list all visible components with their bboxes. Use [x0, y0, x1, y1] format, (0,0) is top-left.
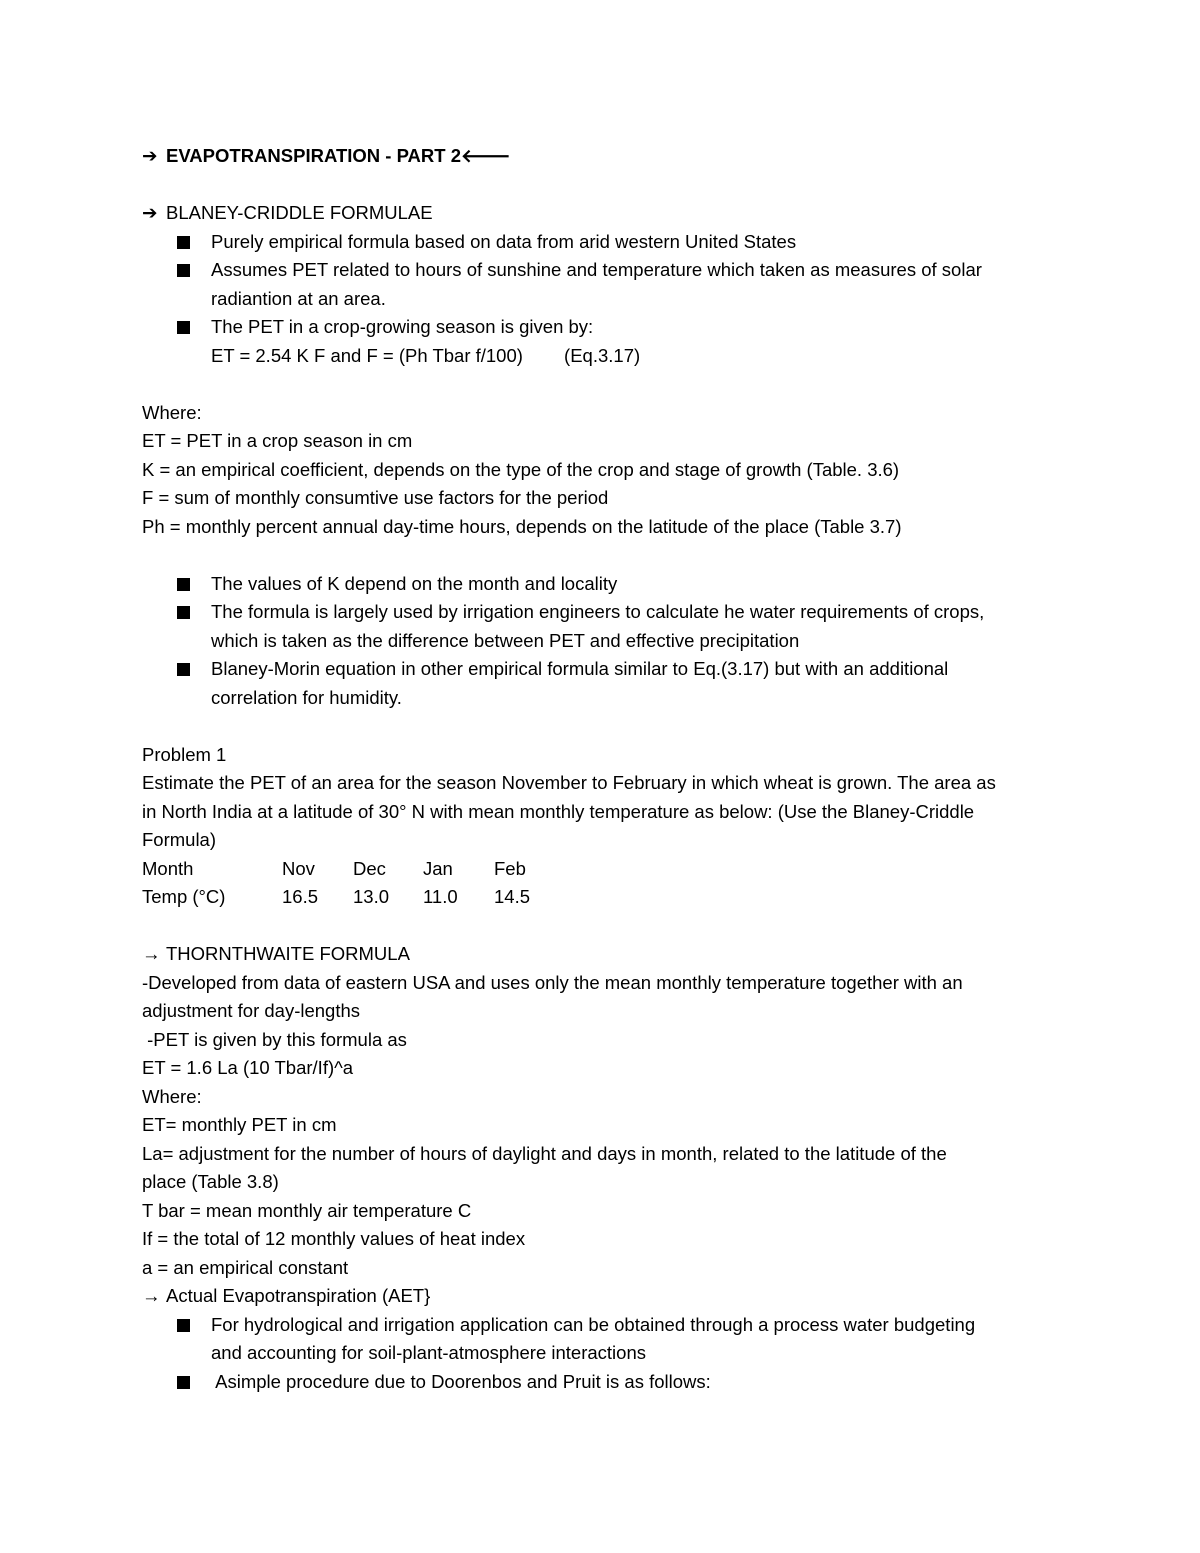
- square-bullet-icon: [177, 663, 190, 676]
- blaney-equation: ET = 2.54 K F and F = (Ph Tbar f/100) (Eq.3.17): [211, 344, 641, 366]
- bullet-continuation: correlation for humidity.: [211, 686, 402, 708]
- bullet-item: [142, 1368, 1062, 1397]
- bullet-text: Blaney-Morin equation in other empirical formula similar to Eq.(3.17) but with an additional: [211, 658, 949, 679]
- bullet-item: [142, 313, 1062, 342]
- spacer: [142, 171, 1062, 200]
- arrow-left-icon: 🡐: [461, 145, 511, 166]
- spacer: [142, 912, 1062, 941]
- problem-text: Formula): [142, 829, 217, 850]
- table-cell: Month: [142, 857, 194, 879]
- blaney-heading: [142, 199, 1062, 228]
- definition-la-continuation: place (Table 3.8): [142, 1171, 279, 1192]
- square-bullet-icon: [177, 264, 190, 277]
- where-label: Where:: [142, 1085, 202, 1107]
- bullet-text: The values of K depend on the month and locality: [211, 572, 618, 594]
- document-title: [142, 142, 1062, 171]
- where-label: Where:: [142, 401, 202, 423]
- bullet-continuation: radiantion at an area.: [211, 287, 386, 309]
- spacer: [142, 370, 1062, 399]
- bullet-item: [142, 598, 1062, 627]
- problem-title: Problem 1: [142, 743, 227, 765]
- thornthwaite-heading-text: THORNTHWAITE FORMULA: [166, 943, 410, 964]
- bullet-item: [142, 256, 1062, 285]
- spacer: [142, 712, 1062, 741]
- definition-a: a = an empirical constant: [142, 1256, 349, 1278]
- bullet-text: Asimple procedure due to Doorenbos and Pruit is as follows:: [211, 1370, 711, 1392]
- definition-ph: Ph = monthly percent annual day-time hours, depends on the latitude of the place (Table 3.7): [142, 515, 902, 537]
- arrow-right-icon: →: [142, 943, 161, 964]
- blaney-heading-text: BLANEY-CRIDDLE FORMULAE: [166, 202, 433, 223]
- problem-text: in North India at a latitude of 30° N with mean monthly temperature as below: (Use the Blaney-Criddle: [142, 800, 975, 822]
- bullet-item: [142, 1311, 1062, 1340]
- bullet-text: The PET in a crop-growing season is given by:: [211, 316, 594, 337]
- arrow-right-icon: →: [142, 1285, 161, 1306]
- square-bullet-icon: [177, 606, 190, 619]
- definition-f: F = sum of monthly consumtive use factors for the period: [142, 487, 609, 508]
- thornthwaite-text: -Developed from data of eastern USA and uses only the mean monthly temperature together with an: [142, 971, 963, 993]
- table-row: [142, 883, 1062, 912]
- table-cell: Dec: [353, 857, 386, 879]
- table-cell: 11.0: [423, 886, 458, 907]
- table-header-row: [142, 855, 1062, 884]
- square-bullet-icon: [177, 578, 190, 591]
- bullet-item: [142, 655, 1062, 684]
- table-cell: Jan: [423, 857, 453, 879]
- square-bullet-icon: [177, 321, 190, 334]
- definition-if: If = the total of 12 monthly values of heat index: [142, 1228, 526, 1249]
- definition-la: La= adjustment for the number of hours of daylight and days in month, related to the latitude of the: [142, 1142, 947, 1164]
- square-bullet-icon: [177, 236, 190, 249]
- table-cell: 13.0: [353, 886, 390, 907]
- problem-text: Estimate the PET of an area for the season November to February in which wheat is grown. The area as: [142, 772, 996, 793]
- bullet-item: [142, 570, 1062, 599]
- aet-heading-text: Actual Evapotranspiration (AET}: [166, 1285, 431, 1306]
- definition-tbar: T bar = mean monthly air temperature C: [142, 1199, 472, 1221]
- table-cell: 16.5: [282, 886, 319, 907]
- bullet-text: For hydrological and irrigation application can be obtained through a process water budgeting: [211, 1313, 976, 1335]
- table-cell: Nov: [282, 857, 315, 879]
- thornthwaite-heading: [142, 940, 1062, 969]
- bullet-continuation: which is taken as the difference between PET and effective precipitation: [211, 629, 800, 651]
- document-page: [142, 142, 1062, 1396]
- definition-et: ET = PET in a crop season in cm: [142, 430, 413, 451]
- table-cell: Temp (°C): [142, 886, 226, 907]
- bullet-continuation: and accounting for soil-plant-atmosphere interactions: [211, 1342, 646, 1363]
- bullet-text: Purely empirical formula based on data from arid western United States: [211, 230, 797, 252]
- table-cell: 14.5: [494, 886, 531, 907]
- definition-k: K = an empirical coefficient, depends on the type of the crop and stage of growth (Table. 3.6): [142, 458, 900, 480]
- thornthwaite-text: -PET is given by this formula as: [142, 1028, 407, 1050]
- definition-et: ET= monthly PET in cm: [142, 1114, 337, 1135]
- thornthwaite-text: adjustment for day-lengths: [142, 1000, 361, 1021]
- spacer: [142, 541, 1062, 570]
- square-bullet-icon: [177, 1319, 190, 1332]
- bullet-item: [142, 228, 1062, 257]
- title-text: EVAPOTRANSPIRATION - PART 2: [166, 145, 461, 166]
- arrow-right-icon: ➔: [142, 145, 158, 166]
- table-cell: Feb: [494, 857, 526, 879]
- bullet-text: The formula is largely used by irrigation engineers to calculate he water requirements of crops,: [211, 601, 985, 622]
- thornthwaite-equation: ET = 1.6 La (10 Tbar/If)^a: [142, 1057, 354, 1078]
- aet-heading: [142, 1282, 1062, 1311]
- bullet-text: Assumes PET related to hours of sunshine and temperature which taken as measures of solar: [211, 259, 982, 280]
- arrow-right-icon: ➔: [142, 202, 158, 223]
- square-bullet-icon: [177, 1376, 190, 1389]
